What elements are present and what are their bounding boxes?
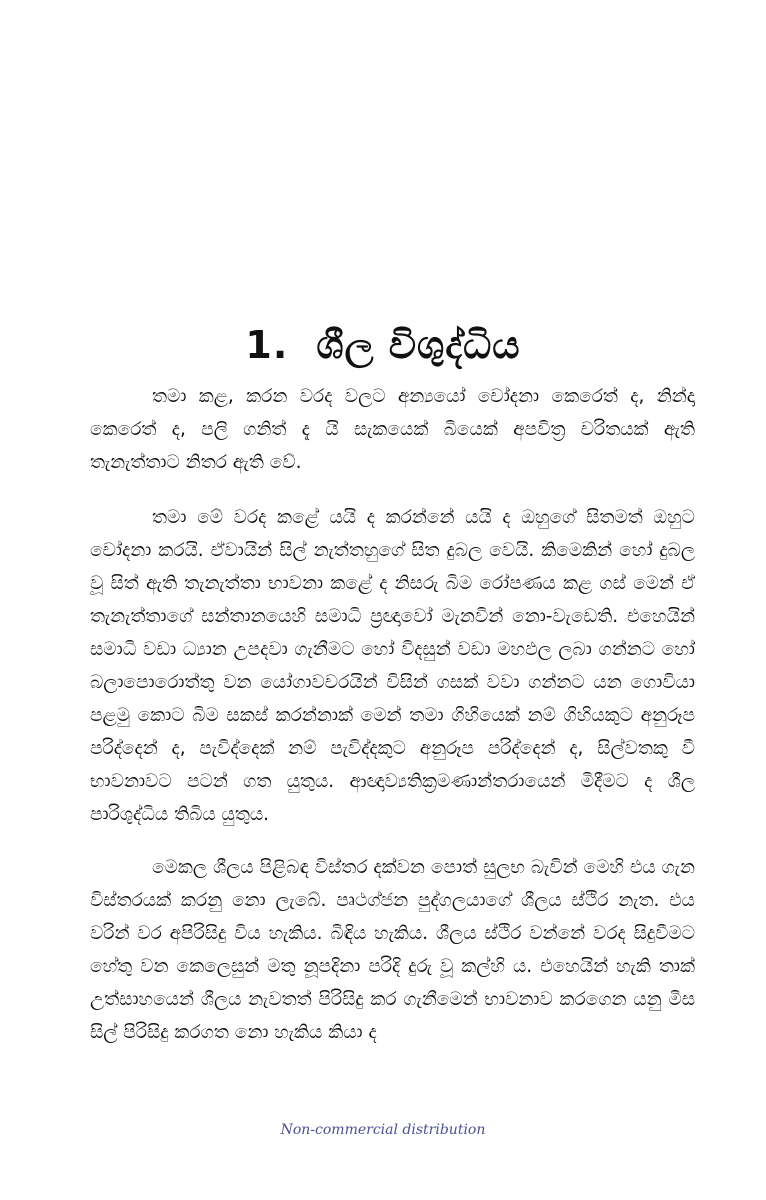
- chapter-title: ශීල විශුද්ධිය: [316, 323, 521, 368]
- chapter-heading: [0, 323, 766, 368]
- paragraph-2: තමා මේ වරද කළේ යයි ද කරන්නේ යයි ද ඔහුගේ සිතමත් ඔහුට චෝදනා කරයි. ඒවායින් සිල් නැත්තහුගේ සිත දුබල වෙයි. කිමෙකින් හෝ දුබල වූ සිත් ඇති තැනැත්තා භාවනා කළේ ද නිසරු බිම රෝපණය කළ ගස් මෙන් ඒ තැනැත්තාගේ සන්තානයෙහි සමාධි ප්‍රඥාවෝ මැනවින් නො-වැඩෙති. එහෙයින් සමාධි වඩා ධ්‍යාන උපදවා ගැනීමට හෝ විදසුන් වඩා මහඵල ලබා ගන්නට හෝ බලාපොරොත්තු වන යෝගාවචරයින් විසින් ගසක් වවා ගන්නට යන ගොවියා පළමු කොට බිම සකස් කරන්නාක් මෙන් තමා ගිහියෙක් නම් ගිහියකුට අනුරූප පරිද්දෙන් ද, පැවිද්දෙක් නම් පැවිද්දකුට අනුරූප පරිද්දෙන් ද, සිල්වතකු වී භාවනාවට පටන් ගත යුතුය. ආඥාව්‍යතික්‍රමණාන්තරායෙන් මිදීමට ද ශීල පාරිශුද්ධිය තිබිය යුතුය.: [90, 507, 695, 825]
- paragraph-3: මෙකල ශීලය පිළිබඳ විස්තර දක්වන පොත් සුලභ බැවින් මෙහි එය ගැන විස්තරයක් කරනු නො ලැබේ. පෘථග්ජන පුද්ගලයාගේ ශීලය ස්ථිර නැත. එය වරින් වර අපිරිසිදු විය හැකිය. බිඳිය හැකිය. ශීලය ස්ථිර වන්නේ වරද සිදුවීමට හේතු වන කෙලෙසුන් මතු නූපදිනා පරිදි දුරු වූ කල්හි ය. එහෙයින් හැකි තාක් උත්සාහයෙන් ශීලය නැවතත් පිරිසිදු කර ගැනීමෙන් භාවනාව කරගෙන යනු මිස සිල් පිරිසිදු කරගත නො හැකිය කියා ද: [90, 857, 695, 1043]
- chapter-number: 1.: [245, 323, 289, 368]
- paragraph-1: තමා කළ, කරන වරද වලට අන්‍යයෝ චෝදනා කෙරෙත් ද, නින්දා කෙරෙත් ද, පලි ගනිත් දැ යි සැකයෙක් බියෙක් අපවිත්‍ර චරිතයක් ඇති තැනැත්තාට නිතර ඇති වේ.: [90, 386, 695, 473]
- body-text: [90, 380, 695, 1071]
- footer-note: Non-commercial distribution: [280, 1122, 486, 1138]
